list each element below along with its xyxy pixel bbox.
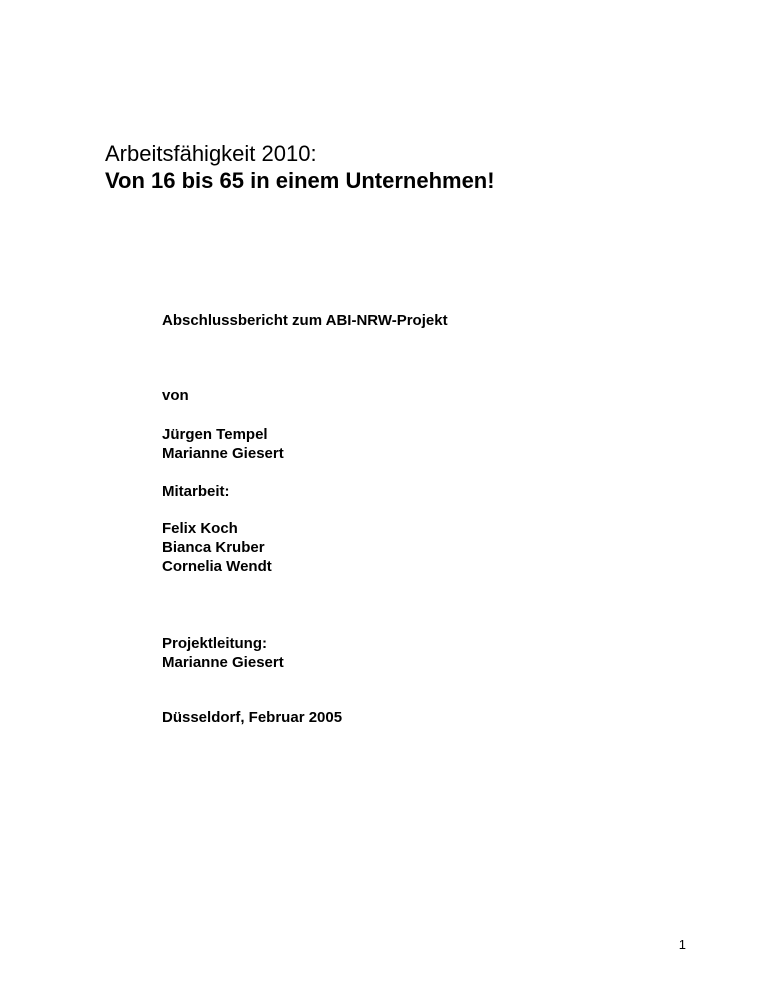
collaborator-name: Cornelia Wendt <box>162 558 272 575</box>
authors-label: von <box>162 387 189 404</box>
project-lead-name: Marianne Giesert <box>162 654 284 671</box>
author-name: Marianne Giesert <box>162 445 284 462</box>
collaborator-name: Felix Koch <box>162 520 238 537</box>
title-line-2: Von 16 bis 65 in einem Unternehmen! <box>105 168 495 193</box>
project-lead-section <box>162 634 284 672</box>
document-title <box>105 140 495 194</box>
collaboration-label: Mitarbeit: <box>162 483 230 500</box>
collaborator-name: Bianca Kruber <box>162 539 265 556</box>
project-lead-label: Projektleitung: <box>162 635 268 652</box>
title-line-1: Arbeitsfähigkeit 2010: <box>105 141 317 166</box>
report-subtitle: Abschlussbericht zum ABI-NRW-Projekt <box>162 312 448 329</box>
collaborators-list <box>162 519 272 576</box>
place-and-date: Düsseldorf, Februar 2005 <box>162 709 343 726</box>
page-number: 1 <box>678 937 686 952</box>
authors-list <box>162 425 284 463</box>
author-name: Jürgen Tempel <box>162 426 268 443</box>
